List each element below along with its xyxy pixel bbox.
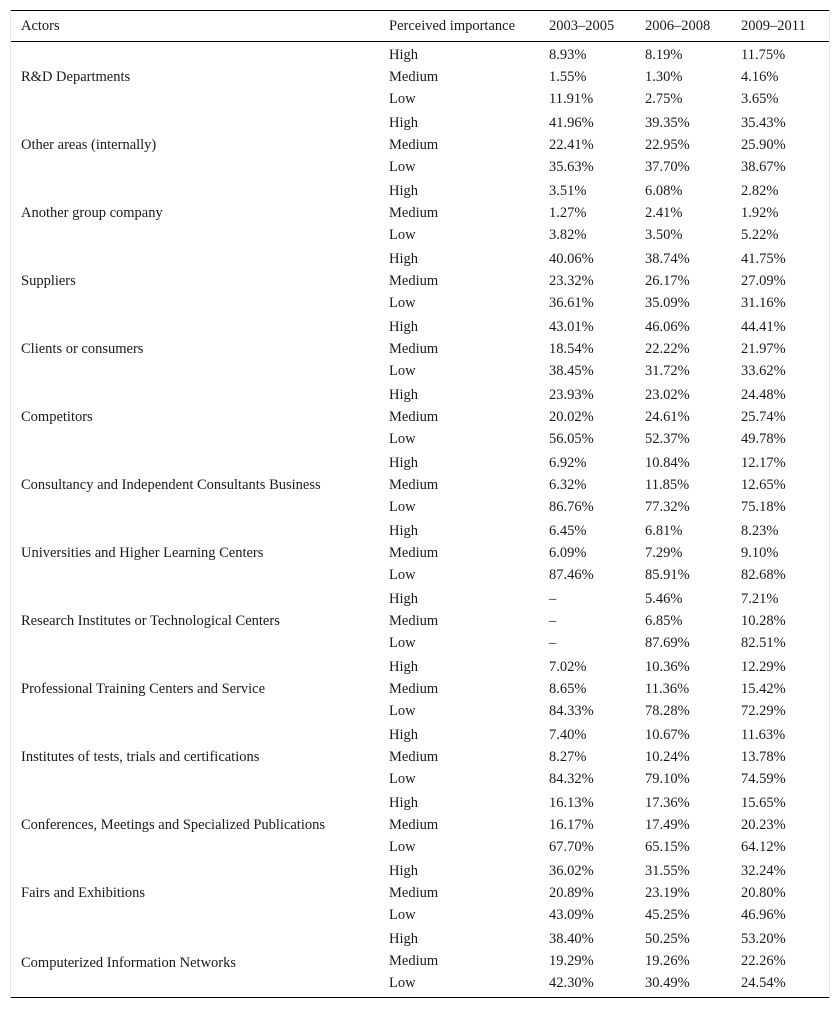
value-period-2006-2008: 2.75% [645, 91, 683, 107]
table-row [11, 858, 829, 882]
value-period-2006-2008: 8.19% [645, 47, 683, 63]
value-period-2003-2005: – [549, 635, 557, 651]
value-period-2009-2011: 12.29% [741, 659, 786, 675]
table-row [11, 722, 829, 746]
value-period-2006-2008: 6.08% [645, 183, 683, 199]
value-period-2009-2011: 22.26% [741, 953, 786, 969]
value-period-2003-2005: 7.40% [549, 727, 587, 743]
importance-level: Medium [389, 749, 439, 765]
bottom-rule [11, 997, 829, 998]
value-period-2006-2008: 23.02% [645, 387, 690, 403]
actor-name: Professional Training Centers and Service [21, 681, 266, 697]
value-period-2003-2005: 6.32% [549, 477, 587, 493]
importance-level: Low [389, 635, 416, 651]
value-period-2006-2008: 11.36% [645, 681, 690, 697]
actor-name: R&D Departments [21, 69, 131, 85]
value-period-2006-2008: 10.84% [645, 455, 690, 471]
header-period-2009-2011: 2009–2011 [741, 17, 806, 34]
importance-level: Low [389, 567, 416, 583]
value-period-2009-2011: 11.63% [741, 727, 786, 743]
value-period-2003-2005: 19.29% [549, 953, 594, 969]
value-period-2009-2011: 25.74% [741, 409, 786, 425]
value-period-2003-2005: 22.41% [549, 137, 594, 153]
importance-level: Low [389, 295, 416, 311]
table-container [10, 10, 830, 998]
importance-level: High [389, 455, 418, 471]
value-period-2003-2005: 87.46% [549, 567, 594, 583]
importance-level: Low [389, 771, 416, 787]
value-period-2009-2011: 49.78% [741, 431, 786, 447]
value-period-2006-2008: 46.06% [645, 319, 690, 335]
importance-level: High [389, 115, 418, 131]
value-period-2003-2005: 6.92% [549, 455, 587, 471]
value-period-2006-2008: 50.25% [645, 931, 690, 947]
value-period-2003-2005: 42.30% [549, 975, 594, 991]
importance-level: Low [389, 499, 416, 515]
value-period-2009-2011: 24.54% [741, 975, 786, 991]
importance-level: High [389, 251, 418, 267]
value-period-2006-2008: 77.32% [645, 499, 690, 515]
importance-level: Low [389, 227, 416, 243]
importance-level: Low [389, 839, 416, 855]
value-period-2006-2008: 24.61% [645, 409, 690, 425]
value-period-2003-2005: 7.02% [549, 659, 587, 675]
value-period-2006-2008: 52.37% [645, 431, 690, 447]
value-period-2006-2008: 10.67% [645, 727, 690, 743]
actor-name: Clients or consumers [21, 341, 144, 357]
value-period-2003-2005: – [549, 591, 557, 607]
importance-level: Medium [389, 885, 439, 901]
value-period-2006-2008: 17.49% [645, 817, 690, 833]
importance-level: High [389, 523, 418, 539]
value-period-2006-2008: 2.41% [645, 205, 683, 221]
value-period-2009-2011: 24.48% [741, 387, 786, 403]
value-period-2006-2008: 11.85% [645, 477, 690, 493]
importance-level: Medium [389, 817, 439, 833]
value-period-2006-2008: 10.36% [645, 659, 690, 675]
importance-level: Medium [389, 681, 439, 697]
value-period-2006-2008: 22.95% [645, 137, 690, 153]
value-period-2009-2011: 15.65% [741, 795, 786, 811]
table-row [11, 382, 829, 406]
value-period-2009-2011: 33.62% [741, 363, 786, 379]
importance-level: Medium [389, 137, 439, 153]
value-period-2009-2011: 3.65% [741, 91, 779, 107]
actor-name: Conferences, Meetings and Specialized Publications [21, 817, 326, 833]
table-row [11, 790, 829, 814]
importance-level: Medium [389, 953, 439, 969]
importance-level: Low [389, 907, 416, 923]
importance-level: Low [389, 91, 416, 107]
value-period-2009-2011: 10.28% [741, 613, 786, 629]
value-period-2009-2011: 27.09% [741, 273, 786, 289]
table-row [11, 178, 829, 202]
value-period-2006-2008: 23.19% [645, 885, 690, 901]
actor-name: Other areas (internally) [21, 137, 157, 153]
importance-level: Medium [389, 205, 439, 221]
value-period-2006-2008: 45.25% [645, 907, 690, 923]
actor-name: Institutes of tests, trials and certifications [21, 749, 260, 765]
value-period-2006-2008: 19.26% [645, 953, 690, 969]
importance-level: Medium [389, 69, 439, 85]
value-period-2003-2005: 43.09% [549, 907, 594, 923]
value-period-2009-2011: 2.82% [741, 183, 779, 199]
value-period-2006-2008: 6.85% [645, 613, 683, 629]
value-period-2006-2008: 31.55% [645, 863, 690, 879]
importance-level: High [389, 47, 418, 63]
actor-name: Competitors [21, 409, 93, 425]
value-period-2003-2005: 1.27% [549, 205, 587, 221]
value-period-2009-2011: 12.17% [741, 455, 786, 471]
value-period-2006-2008: 30.49% [645, 975, 690, 991]
actor-name: Another group company [21, 205, 163, 221]
header-perceived-importance: Perceived importance [389, 17, 516, 34]
value-period-2003-2005: 8.65% [549, 681, 587, 697]
table-row [11, 586, 829, 610]
value-period-2009-2011: 4.16% [741, 69, 779, 85]
importance-level: High [389, 931, 418, 947]
table-row [11, 654, 829, 678]
value-period-2009-2011: 5.22% [741, 227, 779, 243]
value-period-2006-2008: 37.70% [645, 159, 690, 175]
importance-level: High [389, 863, 418, 879]
header-actors: Actors [21, 17, 60, 34]
actors-importance-table [11, 10, 829, 997]
table-row [11, 926, 829, 950]
importance-level: Low [389, 159, 416, 175]
table-row [11, 518, 829, 542]
importance-level: Medium [389, 341, 439, 357]
actor-name: Research Institutes or Technological Centers [21, 613, 280, 629]
value-period-2003-2005: 86.76% [549, 499, 594, 515]
value-period-2009-2011: 20.23% [741, 817, 786, 833]
importance-level: High [389, 795, 418, 811]
actor-name: Computerized Information Networks [21, 954, 237, 971]
importance-level: Low [389, 431, 416, 447]
value-period-2006-2008: 3.50% [645, 227, 683, 243]
importance-level: Medium [389, 409, 439, 425]
value-period-2003-2005: 84.33% [549, 703, 594, 719]
value-period-2009-2011: 35.43% [741, 115, 786, 131]
value-period-2003-2005: 56.05% [549, 431, 594, 447]
value-period-2009-2011: 38.67% [741, 159, 786, 175]
value-period-2003-2005: 3.82% [549, 227, 587, 243]
value-period-2003-2005: 16.13% [549, 795, 594, 811]
table-row [11, 314, 829, 338]
value-period-2003-2005: 23.93% [549, 387, 594, 403]
value-period-2003-2005: 20.89% [549, 885, 594, 901]
table-row [11, 110, 829, 134]
actor-name: Fairs and Exhibitions [21, 885, 146, 901]
table-row [11, 246, 829, 270]
value-period-2009-2011: 25.90% [741, 137, 786, 153]
value-period-2006-2008: 17.36% [645, 795, 690, 811]
value-period-2009-2011: 15.42% [741, 681, 786, 697]
value-period-2009-2011: 8.23% [741, 523, 779, 539]
value-period-2003-2005: 6.09% [549, 545, 587, 561]
importance-level: Medium [389, 545, 439, 561]
importance-level: High [389, 387, 418, 403]
value-period-2006-2008: 31.72% [645, 363, 690, 379]
value-period-2009-2011: 20.80% [741, 885, 786, 901]
table-header [11, 11, 829, 42]
value-period-2006-2008: 6.81% [645, 523, 683, 539]
value-period-2006-2008: 7.29% [645, 545, 683, 561]
actor-name: Consultancy and Independent Consultants Business [21, 477, 321, 493]
value-period-2009-2011: 32.24% [741, 863, 786, 879]
value-period-2003-2005: 40.06% [549, 251, 594, 267]
value-period-2003-2005: 11.91% [549, 91, 594, 107]
value-period-2006-2008: 39.35% [645, 115, 690, 131]
importance-level: Medium [389, 273, 439, 289]
value-period-2003-2005: 36.61% [549, 295, 594, 311]
value-period-2003-2005: 6.45% [549, 523, 587, 539]
value-period-2009-2011: 64.12% [741, 839, 786, 855]
actor-name: Universities and Higher Learning Centers [21, 545, 264, 561]
value-period-2009-2011: 12.65% [741, 477, 786, 493]
value-period-2009-2011: 53.20% [741, 931, 786, 947]
value-period-2009-2011: 82.51% [741, 635, 786, 651]
value-period-2009-2011: 31.16% [741, 295, 786, 311]
value-period-2003-2005: 8.27% [549, 749, 587, 765]
value-period-2006-2008: 38.74% [645, 251, 690, 267]
value-period-2009-2011: 74.59% [741, 771, 786, 787]
value-period-2006-2008: 78.28% [645, 703, 690, 719]
value-period-2003-2005: 35.63% [549, 159, 594, 175]
value-period-2009-2011: 46.96% [741, 907, 786, 923]
value-period-2009-2011: 13.78% [741, 749, 786, 765]
value-period-2009-2011: 9.10% [741, 545, 779, 561]
table-row [11, 42, 829, 67]
value-period-2009-2011: 21.97% [741, 341, 786, 357]
value-period-2006-2008: 85.91% [645, 567, 690, 583]
table-body [11, 42, 829, 998]
value-period-2003-2005: 84.32% [549, 771, 594, 787]
importance-level: Low [389, 703, 416, 719]
value-period-2003-2005: 67.70% [549, 839, 594, 855]
value-period-2006-2008: 65.15% [645, 839, 690, 855]
importance-level: High [389, 591, 418, 607]
header-period-2003-2005: 2003–2005 [549, 17, 615, 34]
importance-level: Medium [389, 477, 439, 493]
value-period-2003-2005: 3.51% [549, 183, 587, 199]
table-row [11, 450, 829, 474]
value-period-2003-2005: 1.55% [549, 69, 587, 85]
value-period-2009-2011: 11.75% [741, 47, 786, 63]
header-row [11, 11, 829, 42]
importance-level: Medium [389, 613, 439, 629]
value-period-2003-2005: 16.17% [549, 817, 594, 833]
value-period-2003-2005: 18.54% [549, 341, 594, 357]
value-period-2003-2005: 36.02% [549, 863, 594, 879]
value-period-2003-2005: 43.01% [549, 319, 594, 335]
value-period-2006-2008: 79.10% [645, 771, 690, 787]
importance-level: High [389, 183, 418, 199]
value-period-2003-2005: 8.93% [549, 47, 587, 63]
value-period-2006-2008: 10.24% [645, 749, 690, 765]
importance-level: High [389, 727, 418, 743]
value-period-2003-2005: 23.32% [549, 273, 594, 289]
value-period-2006-2008: 26.17% [645, 273, 690, 289]
value-period-2009-2011: 41.75% [741, 251, 786, 267]
actor-name: Suppliers [21, 273, 76, 289]
value-period-2003-2005: 41.96% [549, 115, 594, 131]
header-period-2006-2008: 2006–2008 [645, 17, 711, 34]
value-period-2009-2011: 7.21% [741, 591, 779, 607]
importance-level: High [389, 319, 418, 335]
value-period-2006-2008: 22.22% [645, 341, 690, 357]
value-period-2009-2011: 72.29% [741, 703, 786, 719]
importance-level: High [389, 659, 418, 675]
value-period-2009-2011: 82.68% [741, 567, 786, 583]
value-period-2006-2008: 5.46% [645, 591, 683, 607]
value-period-2006-2008: 87.69% [645, 635, 690, 651]
value-period-2009-2011: 44.41% [741, 319, 786, 335]
value-period-2009-2011: 1.92% [741, 205, 779, 221]
value-period-2009-2011: 75.18% [741, 499, 786, 515]
value-period-2006-2008: 35.09% [645, 295, 690, 311]
value-period-2003-2005: 20.02% [549, 409, 594, 425]
value-period-2006-2008: 1.30% [645, 69, 683, 85]
importance-level: Low [389, 975, 416, 991]
value-period-2003-2005: – [549, 613, 557, 629]
value-period-2003-2005: 38.45% [549, 363, 594, 379]
importance-level: Low [389, 363, 416, 379]
value-period-2003-2005: 38.40% [549, 931, 594, 947]
